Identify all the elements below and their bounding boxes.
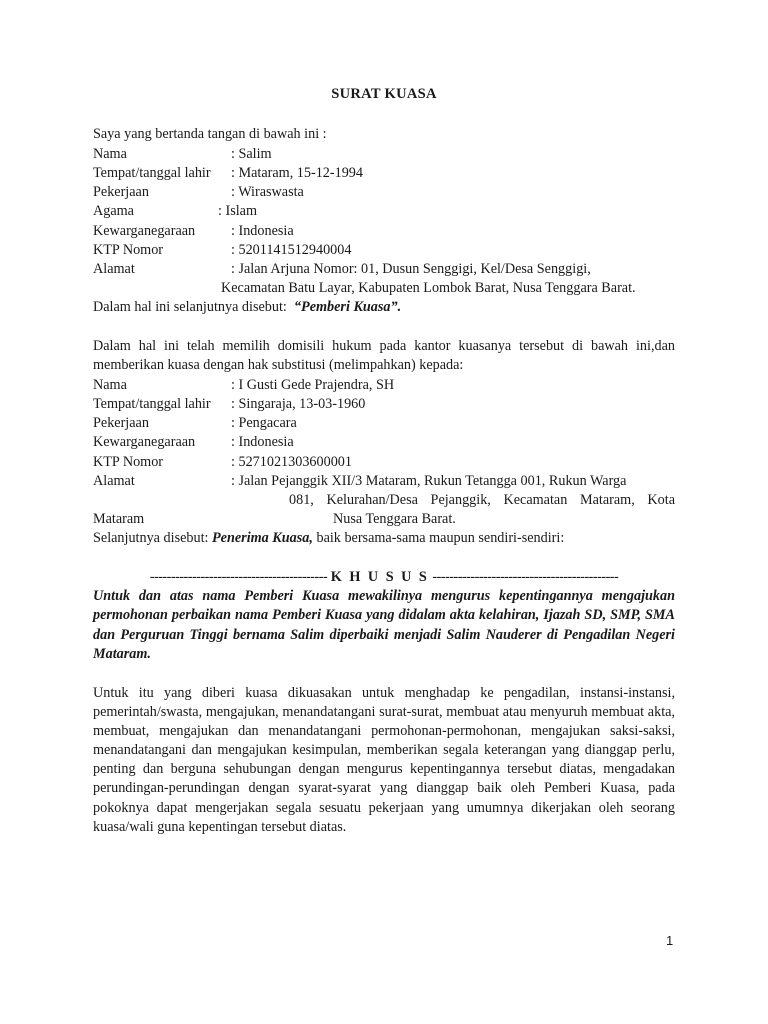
grantee-id-row xyxy=(93,453,352,472)
designation-prefix: Dalam hal ini selanjutnya disebut: xyxy=(93,299,287,315)
field-label: Nama xyxy=(93,146,127,162)
document-title: SURAT KUASA xyxy=(331,86,437,102)
intro-text: Saya yang bertanda tangan di bawah ini : xyxy=(93,126,327,142)
field-label: Tempat/tanggal lahir xyxy=(93,396,211,412)
grantee-birth-row xyxy=(93,395,366,414)
divider-dashes-left: ------------------------------------------ xyxy=(149,569,328,585)
field-value: : Pengacara xyxy=(231,415,297,431)
field-value: : Singaraja, 13-03-1960 xyxy=(231,396,366,412)
field-label: Kewarganegaraan xyxy=(93,434,196,450)
field-label: Nama xyxy=(93,377,127,393)
field-label: Alamat xyxy=(93,473,135,489)
designation-prefix: Selanjutnya disebut: xyxy=(93,530,209,546)
designation-term: Penerima Kuasa, xyxy=(212,530,313,546)
designation-suffix: baik bersama-sama maupun sendiri-sendiri: xyxy=(316,530,565,546)
grantee-address-row xyxy=(93,472,627,491)
special-purpose-paragraph: Untuk dan atas nama Pemberi Kuasa mewakilinya mengurus kepentingannya mengajukan permohonan perbaikan nama Pemberi Kuasa yang didalam akta kelahiran, Ijazah SD, SMP, SMA dan Perguruan Tinggi bernama Salim diperbaiki menjadi Salim Nauderer di Pengadilan Negeri Mataram. xyxy=(93,588,675,662)
field-value: : Jalan Pejanggik XII/3 Mataram, Rukun Tetangga 001, Rukun Warga xyxy=(231,473,627,489)
field-value: : Wiraswasta xyxy=(231,184,304,200)
field-label: Pekerjaan xyxy=(93,415,149,431)
field-value: : Indonesia xyxy=(231,223,294,239)
field-value: : Indonesia xyxy=(231,434,294,450)
field-value: : Mataram, 15-12-1994 xyxy=(231,165,363,181)
grantee-citizenship-row xyxy=(93,433,294,452)
designation-term: “Pemberi Kuasa”. xyxy=(293,299,402,315)
grantor-id-row xyxy=(93,241,352,260)
field-label: Agama xyxy=(93,203,134,219)
field-value: : Jalan Arjuna Nomor: 01, Dusun Senggigi, Kel/Desa Senggigi, xyxy=(231,261,591,277)
grantor-address-row xyxy=(93,260,591,279)
grantee-job-row xyxy=(93,414,297,433)
divider-dashes-right: -------------------------------------------- xyxy=(432,569,619,585)
domicile-paragraph: Dalam hal ini telah memilih domisili hukum pada kantor kuasanya tersebut di bawah ini,dan memberikan kuasa dengan hak substitusi (melimpahkan) kepada: xyxy=(93,338,675,374)
grantor-address-continued: Kecamatan Batu Layar, Kabupaten Lombok Barat, Nusa Tenggara Barat. xyxy=(221,280,636,296)
page-number: 1 xyxy=(666,933,674,948)
field-label: KTP Nomor xyxy=(93,242,164,258)
field-label: KTP Nomor xyxy=(93,454,164,470)
khusus-divider xyxy=(93,569,675,586)
field-value: : 5271021303600001 xyxy=(231,454,352,470)
authority-paragraph: Untuk itu yang diberi kuasa dikuasakan untuk menghadap ke pengadilan, instansi-instansi, pemerintah/swasta, mengajukan, menandatangani surat-surat, membuat atau menyuruh membuat akta, membuat, mengajukan dan menandatangani permohonan-permohonan, mengajukan saksi-saksi, menandatangani dan mengajukan kesimpulan, memberikan segala keterangan yang dianggap perlu, penting dan berguna sehubungan dengan mengurus kepentingannya tersebut diatas, mengadakan perundingan-perundingan dengan syarat-syarat yang dianggap baik oleh Pemberi Kuasa, pada pokoknya dapat mengerjakan segala sesuatu pekerjaan yang umumnya dikerjakan oleh seorang kuasa/wali guna kepentingan tersebut diatas. xyxy=(93,685,675,835)
grantee-designation-row xyxy=(93,529,564,548)
grantor-religion-row xyxy=(93,202,258,221)
grantee-name-row xyxy=(93,376,395,395)
grantor-citizenship-row xyxy=(93,222,294,241)
grantee-address-city-right: Nusa Tenggara Barat. xyxy=(333,511,456,527)
khusus-heading: K H U S U S xyxy=(330,569,429,585)
field-value: : 5201141512940004 xyxy=(231,242,352,258)
grantor-birth-row xyxy=(93,164,363,183)
grantor-job-row xyxy=(93,183,304,202)
grantor-designation-row xyxy=(93,298,401,317)
field-label: Alamat xyxy=(93,261,135,277)
field-label: Tempat/tanggal lahir xyxy=(93,165,211,181)
grantee-address-continued: 081, Kelurahan/Desa Pejanggik, Kecamatan Mataram, Kota xyxy=(289,492,675,508)
grantee-address-city-left: Mataram xyxy=(93,511,145,527)
field-value: : Islam xyxy=(218,203,258,219)
field-label: Kewarganegaraan xyxy=(93,223,196,239)
field-label: Pekerjaan xyxy=(93,184,149,200)
field-value: : Salim xyxy=(231,146,272,162)
grantor-name-row xyxy=(93,145,272,164)
field-value: : I Gusti Gede Prajendra, SH xyxy=(231,377,395,393)
